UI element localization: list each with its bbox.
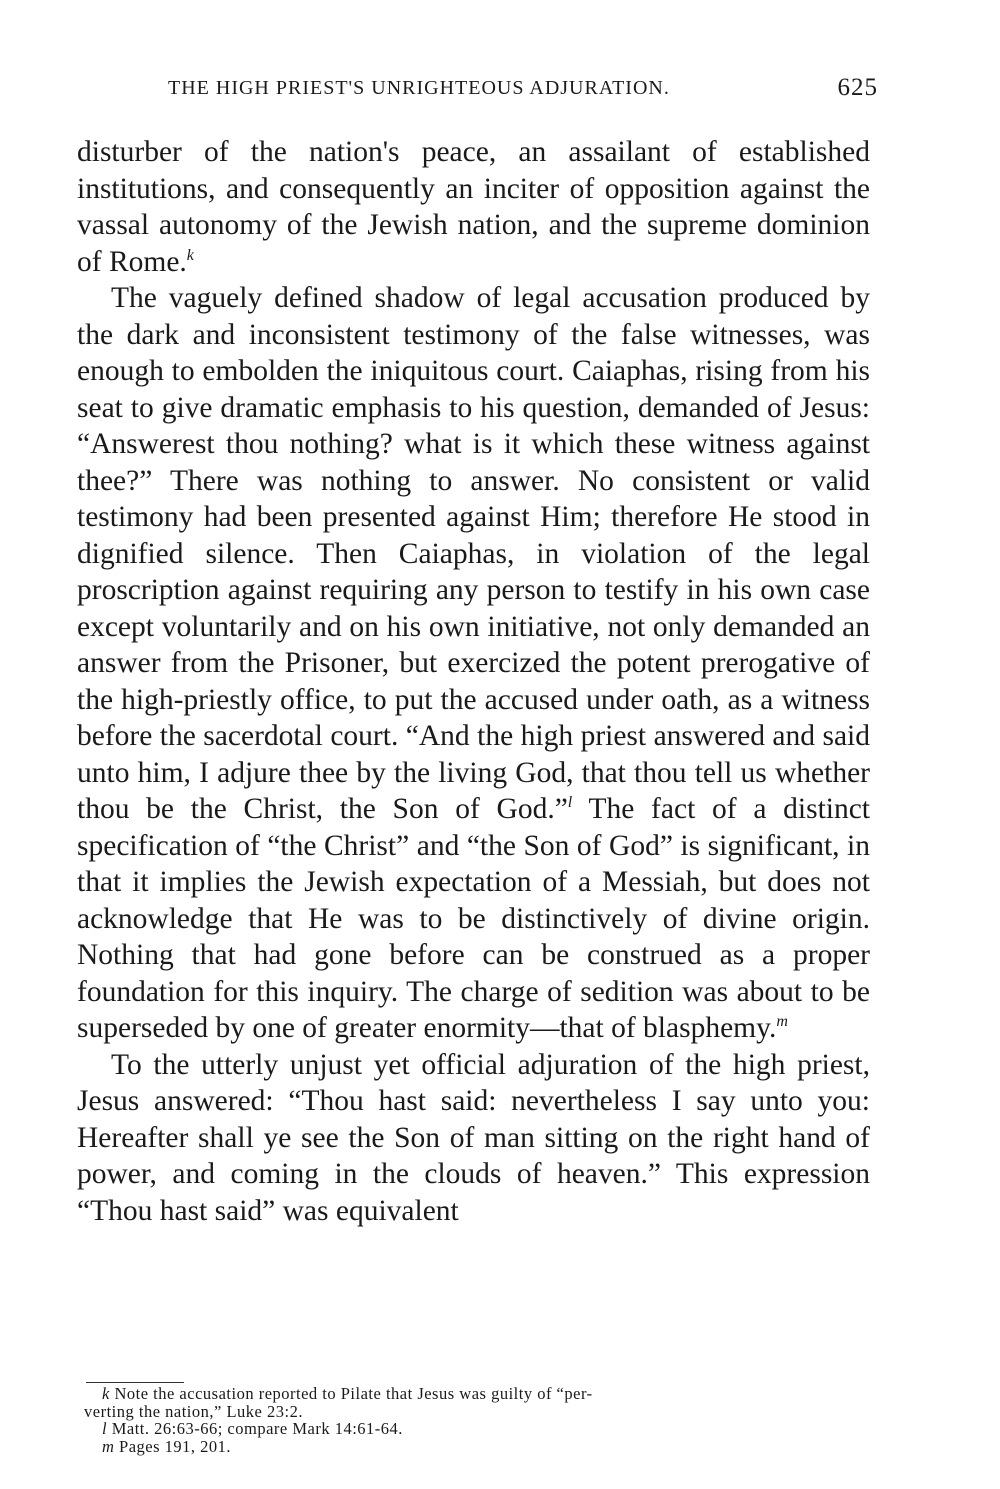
paragraph-text: To the utterly unjust yet official adjuration of the high priest, Jesus answered: “Thou hast said: nevertheless I say unto you: Hereafter shall ye see the Son of man sitting on the right hand of power, and coming in the clouds of heaven.” This expression “Thou hast said” was equivalent [77, 1048, 870, 1227]
footnote-k-continued [84, 1403, 844, 1421]
paragraph-text: disturber of the nation's peace, an assailant of established institutions, and consequently an inciter of opposition against the vassal autonomy of the Jewish nation, and the supreme dominion of Rome. [77, 136, 870, 278]
paragraph-text: The vaguely defined shadow of legal accusation produced by the dark and inconsistent testimony of the false witnesses, was enough to embolden the iniquitous court. Caiaphas, rising from his seat to give dramatic emphasis to his question, demanded of Jesus: “Answerest thou nothing? what is it which these witness against thee?” There was nothing to answer. No consistent or valid testimony had been presented against Him; therefore He stood in dignified silence. Then Caiaphas, in violation of the legal proscription against requiring any person to testify in his own case except voluntarily and on his own initiative, not only demanded an answer from the Prisoner, but exercized the potent prerogative of the high-priestly office, to put the accused under oath, as a witness before the sacerdotal court. “And the high priest answered and said unto him, I adjure thee by the living God, that thou tell us whether thou be the Christ, the Son of God.” [77, 282, 870, 825]
paragraph-2 [77, 280, 870, 1047]
page-number: 625 [837, 74, 878, 101]
footnote-k [84, 1385, 844, 1403]
footnote-rule [86, 1382, 184, 1383]
footnote-mark: l [102, 1419, 108, 1438]
footnote-text: Pages 191, 201. [119, 1436, 232, 1456]
footnote-text: Note the accusation reported to Pilate that Jesus was guilty of “per- [114, 1384, 593, 1403]
paragraph-3 [77, 1047, 870, 1230]
running-header [78, 68, 878, 108]
paragraph-text: The fact of a distinct specification of “the Christ” and “the Son of God” is significant, in that it implies the Jewish expectation of a Messiah, but does not acknowledge that He was to be distinctively of divine origin. Nothing that had gone before can be construed as a proper foundation for this inquiry. The charge of sedition was about to be superseded by one of greater enormity—that of blasphemy. [77, 793, 871, 1044]
body-text [77, 134, 870, 1229]
footnote-mark: k [102, 1384, 110, 1403]
footnote-mark: m [102, 1436, 115, 1456]
footnote-ref-k: k [186, 246, 194, 264]
footnote-m [84, 1438, 844, 1456]
running-title: THE HIGH PRIEST'S UNRIGHTEOUS ADJURATION. [168, 76, 670, 99]
footnote-text: Matt. 26:63-66; compare Mark 14:61-64. [111, 1419, 403, 1438]
footnote-ref-m: m [776, 1013, 788, 1031]
footnote-text: verting the nation,” Luke 23:2. [84, 1401, 303, 1421]
footnote-ref-l: l [567, 794, 573, 812]
footnote-l [84, 1420, 844, 1438]
paragraph-1 [77, 134, 870, 280]
footnotes [84, 1385, 844, 1455]
